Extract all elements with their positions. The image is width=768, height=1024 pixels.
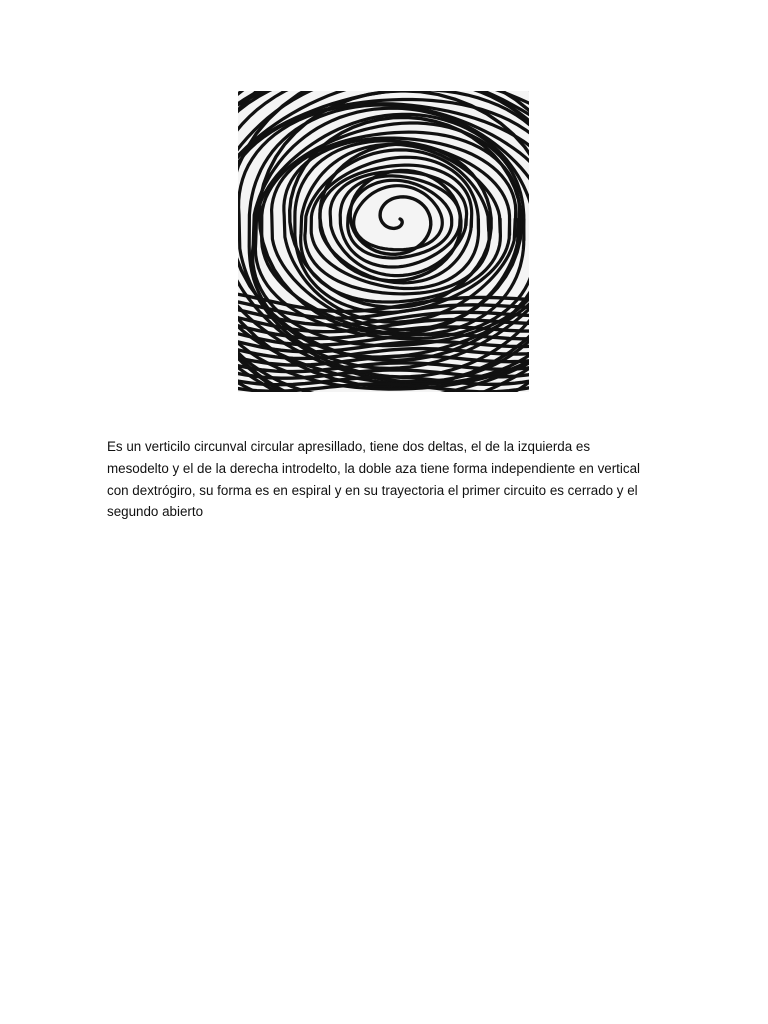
fingerprint-image <box>238 91 529 392</box>
fingerprint-icon <box>238 91 529 392</box>
description-paragraph: Es un verticilo circunval circular apresillado, tiene dos deltas, el de la izquierda es mesodelto y el de la derecha introdelto, la doble aza tiene forma independiente en vertical con dextrógiro, su forma es en espiral y en su trayectoria el primer circuito es cerrado y el segundo abierto <box>107 439 640 520</box>
